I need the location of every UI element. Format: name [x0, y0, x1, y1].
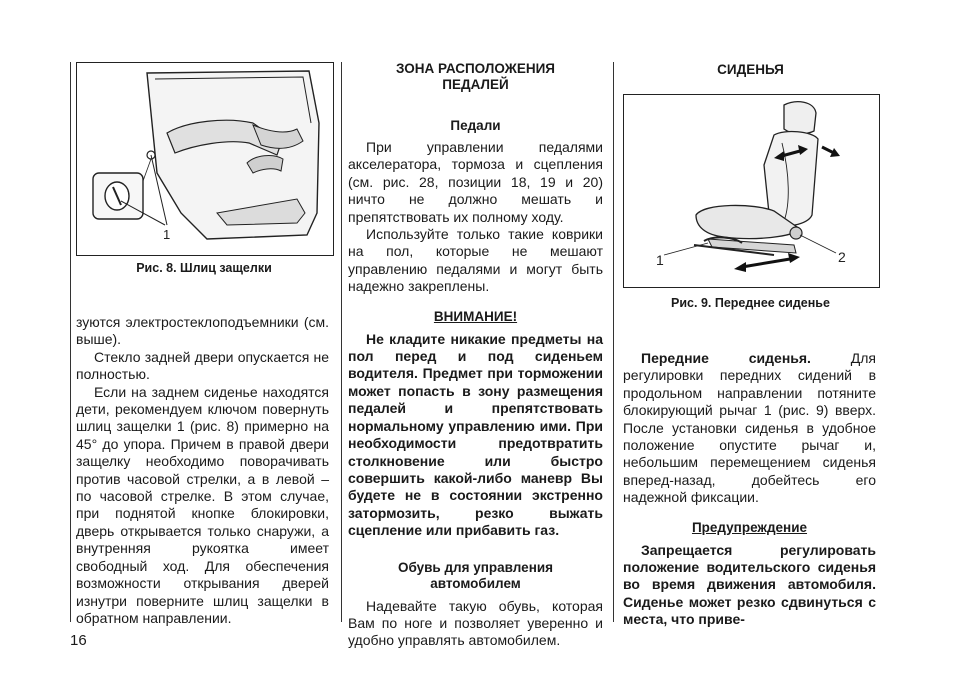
col3-body — [623, 350, 876, 629]
col1-body — [76, 314, 329, 627]
figure-front-seat — [623, 94, 880, 288]
pedals-paragraph: Используйте только такие коврики на пол, которые не мешают управлению педалями и могут быть надежно закреплены. — [348, 226, 603, 295]
section-title-pedals-zone: ЗОНА РАСПОЛОЖЕНИЯ ПЕДАЛЕЙ — [395, 61, 556, 92]
col1-paragraph: зуются электростеклоподъемники (см. выше). — [76, 314, 329, 348]
front-seats-lead: Передние сиденья. — [641, 350, 811, 366]
column-rule-left — [70, 62, 71, 622]
page-number: 16 — [70, 632, 87, 649]
figure9-callout-1: 1 — [656, 252, 664, 268]
column-rule-2 — [613, 62, 614, 622]
warning-text: Запрещается регулировать положение водительского сиденья во время движения автомобиля. Сиденье может резко сдвинуться с места, что приве- — [623, 541, 876, 628]
attention-heading: ВНИМАНИЕ! — [433, 308, 518, 324]
section-title-seats: СИДЕНЬЯ — [717, 62, 784, 77]
figure9-caption: Рис. 9. Переднее сиденье — [671, 296, 830, 310]
figure8-callout-1: 1 — [163, 227, 171, 242]
figure9-callout-2: 2 — [838, 249, 846, 265]
col1-paragraph: Если на заднем сиденье находятся дети, рекомендуем ключом повернуть шлиц защелки 1 (рис. 8) примерно на 45° до упора. Причем в правой двери защелку необходимо поворачивать против часовой стрелки, а в левой – по часовой стрелке. В этом случае, при поднятой кнопке блокировки, дверь открывается только снаружи, а внутренняя рукоятка имеет свободный ход. Для обеспечения возможности открывания дверей изнутри поверните шлиц защелки в обратном направлении. — [76, 383, 329, 626]
attention-text: Не кладите никакие предметы на пол перед и под сиденьем водителя. Предмет при торможении может попасть в зону размещения педалей и препятствовать нормальному управлению ими. При необходимости предотвратить столкновение или быстро совершить какой-либо маневр Вы будете не в состоянии экстренно затормозить, резко выжать сцепление или прибавить газ. — [348, 330, 603, 539]
front-seats-text: Для регулировки передних сидений в продольном направлении потяните блокирующий рычаг 1 (рис. 9) вверх. После установки сиденья в удобное положение опустите рычаг и, небольшим перемещением сиденья вперед-назад, добейтесь его надежной фиксации. — [623, 350, 876, 506]
shoes-text: Надевайте такую обувь, которая Вам по ноге и позволяет уверенно и удобно управлять автомобилем. — [348, 597, 603, 649]
pedals-paragraph: При управлении педалями акселератора, тормоза и сцепления (см. рис. 28, позиции 18, 19 и 20) ничто не должно мешать и препятствовать их полному ходу. — [348, 139, 603, 225]
door-latch-illustration — [77, 63, 333, 255]
front-seats-paragraph — [623, 350, 876, 507]
front-seat-illustration — [624, 95, 879, 287]
col2-body — [348, 61, 603, 650]
shoes-heading: Обувь для управления автомобилем — [397, 559, 554, 591]
figure-door-latch — [76, 62, 334, 256]
warning-heading: Предупреждение — [691, 519, 808, 535]
column-rule-1 — [341, 62, 342, 622]
col1-paragraph: Стекло задней двери опускается не полностью. — [76, 348, 329, 383]
figure8-caption: Рис. 8. Шлиц защелки — [136, 261, 272, 275]
pedals-heading: Педали — [450, 118, 501, 133]
